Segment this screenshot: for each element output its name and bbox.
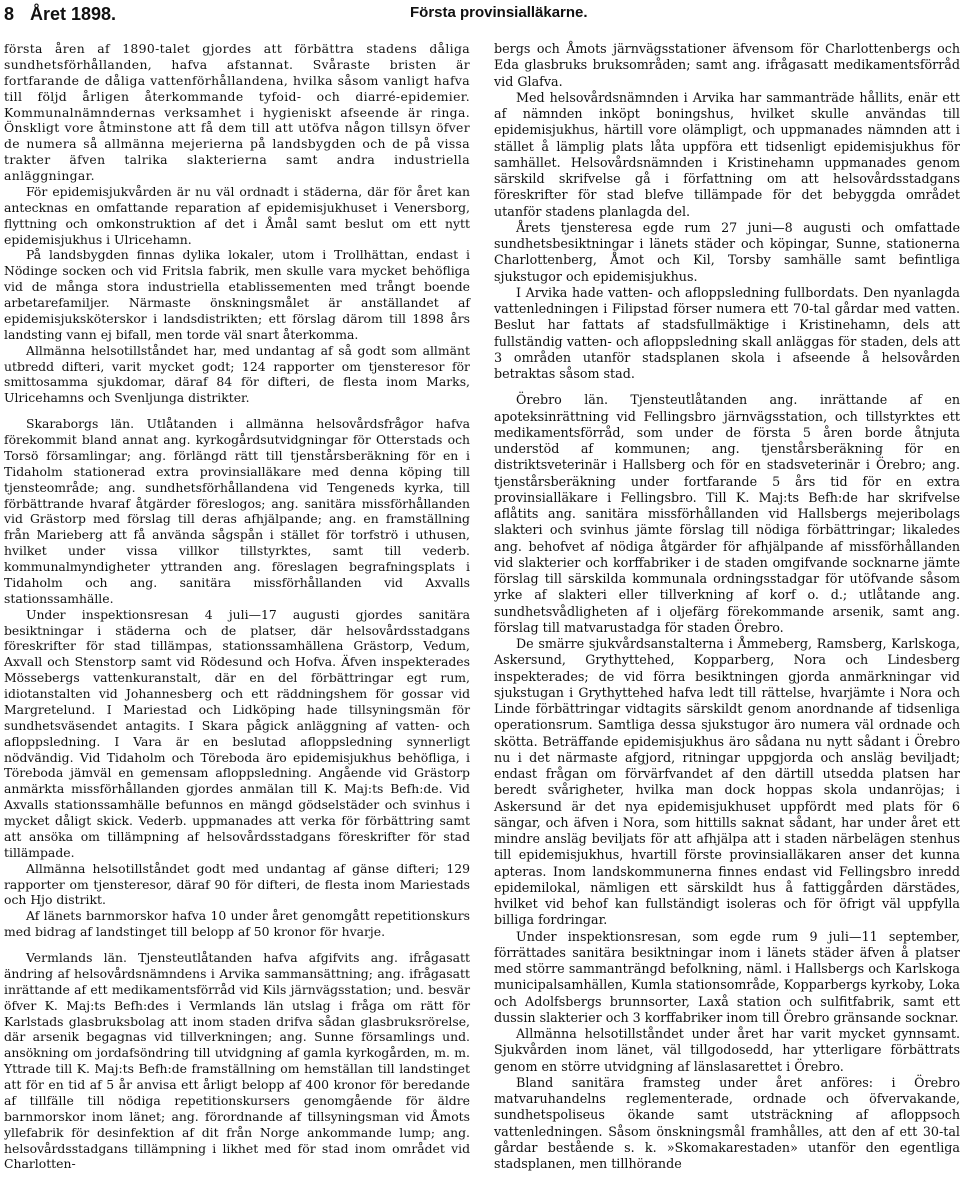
paragraph: bergs och Åmots järnvägsstationer äfvensom för Charlottenbergs och Eda glasbruks bruksområden; samt ang. ifrågasatt medikamentsförråd vid Glafva. — [494, 41, 960, 89]
header-year: Året 1898. — [30, 4, 117, 24]
paragraph: Under inspektionsresan, som egde rum 9 juli—11 september, förrättades sanitära besiktningar inom i länets städer äfven å platser med större sammanträngd befolkning, näml. i Hallsbergs och Karlskoga municipalsamhällen, Kumla stationsområde, Kopparbergs kyrkoby, Loka och Adolfsbergs brunnsorter, Laxå station och sulfitfabrik, samt ett dussin slakterier och 3 korffabriker inom till Örebro gränsande socknar. — [494, 928, 960, 1025]
paragraph: Bland sanitära framsteg under året anföres: i Örebro matvaruhandelns reglementerade, ordnade och öfvervakande, sundhetspoliseus ökande samt utsträckning af afloppsoch vattenledningen. Såsom önskningsmål framhålles, att den af ett 30-tal gårdar bestående s. k. »Skomakarestaden» utanför den egentliga stadsplanen, men tillhörande — [494, 1074, 960, 1171]
paragraph: Med helsovårdsnämnden i Arvika har sammanträde hållits, enär ett af nämnden inköpt boningshus, hvilket skulle användas till epidemisjukhus, härtill vore olämpligt, och uppmanades nämnden att i stället å lämplig plats låta uppföra ett tidsenligt epidemisjukhus för samhället. Helsovårdsnämnden i Kristinehamn uppmanades genom särskild skrifvelse gå i författning om att helsovårdsstadgans föreskrifter för stad blefve tillämpade för det bebyggda området utanför stadens planlagda del. — [494, 89, 960, 219]
page-number: 8 — [4, 4, 15, 24]
right-column — [494, 41, 960, 1172]
paragraph: Årets tjensteresa egde rum 27 juni—8 augusti och omfattade sundhetsbesiktningar i länets städer och köpingar, Sunne, stationerna Charlottenberg, Åmot och Kil, Torsby samhälle samt befintliga sjukstugor och epidemisjukhus. — [494, 219, 960, 284]
paragraph: Allmänna helsotillståndet har, med undantag af så godt som allmänt utbredd difteri, varit mycket godt; 124 rapporter om tjensteresor för smittosamma sjukdomar, däraf 84 för difteri, de flesta inom Marks, Ulricehamns och Svenljunga distrikter. — [4, 342, 470, 406]
paragraph: Under inspektionsresan 4 juli—17 augusti gjordes sanitära besiktningar i städerna och de platser, där helsovårdsstadgans föreskrifter för stad tillämpas, stationssamhällena Grästorp, Vedum, Axvall och Stenstorp samt vid Rödesund och Hofva. Äfven inspekterades Mössebergs vattenkuranstalt, där en del förbättringar egt rum, idiotanstalten vid Johannesberg och ett räddningshem för gossar vid Margretelund. I Mariestad och Lidköping hade tillsyningsmän för sundhetsväsendet antagits. I Skara pågick anläggning af vatten- och afloppsledning. I Vara är en beslutad afloppsledning synnerligt nödvändig. Vid Tidaholm och Töreboda äro epidemisjukhus behöfliga, i Töreboda jämväl en gemensam afloppsledning. Angående vid Grästorp anmärkta missförhållanden gjordes anmälan till K. Maj:ts Befh:de. Vid Axvalls stationssamhälle befunnos en mängd gödselstäder och svinhus i mycket dåligt skick. Vederb. uppmanades att verka för förbättring samt att ansöka om tillämpning af helsovårdsstadgans föreskrifter för stad tillämpade. — [4, 606, 470, 860]
paragraph: I Arvika hade vatten- och afloppsledning fullbordats. Den nyanlagda vattenledningen i Filipstad förser numera ett 70-tal gårdar med vatten. Beslut har fattats af stadsfullmäktige i Kristinehamn, dels att fullständig vatten- och afloppsledning skall anläggas för staden, dels att 3 områden utanför stadsplanen skola i afseende å helsovården betraktas såsom stad. — [494, 284, 960, 381]
paragraph: Skaraborgs län. Utlåtanden i allmänna helsovårdsfrågor hafva förekommit bland annat ang. kyrkogårdsutvidgningar för Otterstads och Torsö församlingar; ang. förlängd rätt till tjenstårsberäkning för en i Tidaholm stationerad extra provinsialläkare med denna köping till tjensteområde; ang. sundhetsförhållandena vid Tengeneds kyrka, till förbättrande hvaraf åtgärder föreslogos; ang. sanitära missförhållanden vid Grästorp med förslag till deras afhjälpande; ang. en framställning från Marieberg att få använda sågspån i stället för torfströ i uthusen, hvilket under vissa villkor tillstyrktes, samt till vederb. kommunalmyndigheter yttranden ang. föreslagen begrafningsplats i Tidaholm och ang. sanitära missförhållanden vid Axvalls stationssamhälle. — [4, 416, 470, 606]
page-header — [4, 4, 956, 28]
left-column — [4, 41, 470, 1172]
paragraph: Vermlands län. Tjensteutlåtanden hafva afgifvits ang. ifrågasatt ändring af helsovårdsnämndens i Arvika sammansättning; ang. ifrågasatt inrättande af ett medikamentsförråd vid Kils järnvägsstation; und. besvär öfver K. Maj:ts Befh:des i Vermlands län utslag i fråga om rätt för Karlstads glasbruksbolag att inom staden drifva sådan glasbruksrörelse, där arsenik begagnas vid tillverkningen; ang. Sunne församlings und. ansökning om jordafsöndring till utvidgning af gamla kyrkogården, m. m. Yttrade till K. Maj:ts Befh:de framställning om hemställan till landstinget att för en tid af 5 år anvisa ett årligt belopp af 400 kronor för beredande af tillfälle till nödiga repetitionskursers genomgående för äldre barnmorskor inom länet; ang. förordnande af tillsyningsman vid Åmots yllefabrik för desinfektion af dit från Norge ankommande lump; ang. helsovårdsstadgans tillämpning i likhet med för stad inom området vid Charlotten- — [4, 950, 470, 1172]
paragraph: första åren af 1890-talet gjordes att förbättra stadens dåliga sundhetsförhållanden, hafva afstannat. Svåraste bristen är fortfarande de dåliga vattenförhållandena, hvilka såsom vanligt hafva till följd årligen återkommande tyfoid- och diarré-epidemier. Kommunalnämndernas verksamhet i hygieniskt afseende är ringa. Önskligt vore åtminstone att få dem till att utöfva någon tillsyn öfver de numera så allmänna mejerierna på landsbygden och de på vissa trakter äfven talrika slakterierna samt andra industriella anläggningar. — [4, 41, 470, 183]
paragraph: På landsbygden finnas dylika lokaler, utom i Trollhättan, endast i Nödinge socken och vid Fritsla fabrik, men skulle vara mycket behöfliga vid de många stora industriella etablissementen med trångt boende arbetarefamiljer. Närmaste önskningsmålet är anställandet af epidemisjuksköterskor i landsdistrikten; ett förslag därom till 1898 års landsting vann ej bifall, men torde väl snart återkomma. — [4, 247, 470, 342]
paragraph: Örebro län. Tjensteutlåtanden ang. inrättande af en apoteksinrättning vid Fellingsbro järnvägsstation, och tillstyrktes ett medikamentsförråd, som under de första 5 åren borde åtnjuta understöd af kommunen; ang. tjenstårsberäkning för en distriktsveterinär i Hallsberg och för en stadsveterinär i Örebro; ang. tjenstårsberäkning under fortfarande 5 års tid för en extra provinsialläkare i Fellingsbro. Till K. Maj:ts Befh:de har skrifvelse aflåtits ang. sanitära missförhållanden vid Hallsbergs mejeribolags slakteri och svinhus jämte förslag till nödiga förbättringar; likaledes ang. behofvet af nödiga åtgärder för afhjälpande af missförhållanden vid slakterier och korffabriker i de staden omgifvande socknarne jämte förslag till särskilda kommunala ordningsstadgar för utöfvande såsom yrke af slakteri eller tillverkning af korf o. d.; utlåtande ang. sundhetsvådligheten af i oljefärg förekommande arsenik, samt ang. förslag till matvarustadga för staden Örebro. — [494, 392, 960, 635]
section-title: Första provinsialläkarne. — [410, 4, 588, 21]
paragraph: Allmänna helsotillståndet godt med undantag af gänse difteri; 129 rapporter om tjensteresor, däraf 90 för difteri, de flesta inom Mariestads och Hjo distrikt. — [4, 860, 470, 908]
paragraph: Allmänna helsotillståndet under året har varit mycket gynnsamt. Sjukvården inom länet, väl tillgodosedd, har ytterligare förbättrats genom en större utvidgning af länslasarettet i Örebro. — [494, 1026, 960, 1074]
paragraph: För epidemisjukvården är nu väl ordnadt i städerna, där för året kan antecknas en omfattande reparation af epidemisjukhuset i Venersborg, flyttning och omkonstruktion af det i Åmål samt beslut om ett nytt epidemisjukhus i Ulricehamn. — [4, 183, 470, 247]
paragraph: Af länets barnmorskor hafva 10 under året genomgått repetitionskurs med bidrag af landstinget till belopp af 50 kronor för hvarje. — [4, 908, 470, 940]
paragraph: De smärre sjukvårdsanstalterna i Åmmeberg, Ramsberg, Karlskoga, Askersund, Grythyttehed, Kopparberg, Nora och Lindesberg inspekterades; de vid förra besiktningen gjorda anmärkningar vid sjukstugan i Grythyttehed hafva ledt till rättelse, hvarjämte i Nora och Linde förbättringar vidtagits särskildt genom anordnande af tidsenliga operationsrum. Samtliga dessa sjukstugor äro numera väl ordnade och skötta. Beträffande epidemisjukhus äro sådana nu nytt sådant i Örebro nu i det närmaste afgjord, ritningar uppgjorda och ansläg beviljadt; endast frågan om förvärfvandet af den därtill utsedda platsen har beredt svårigheter, hvilka man dock hoppas skola undanröjas; i Askersund är det nya epidemisjukhuset uppfördt med plats för 6 sängar, och äfven i Nora, som hittills saknat sådant, har under året ett mindre ansläg beviljats för att afhjälpa att i staden närbelägen stenhus till epidemisjukhus, hvartill förste provinsialläkaren anser det kunna apteras. Inom landskommunerna finnes endast vid Fellingsbro inredd epidemilokal, nämligen ett särskildt hus å fattiggården därstädes, hvilket vid behof kan fullständigt isoleras och för öfrigt väl uppfylla billiga fordringar. — [494, 636, 960, 928]
